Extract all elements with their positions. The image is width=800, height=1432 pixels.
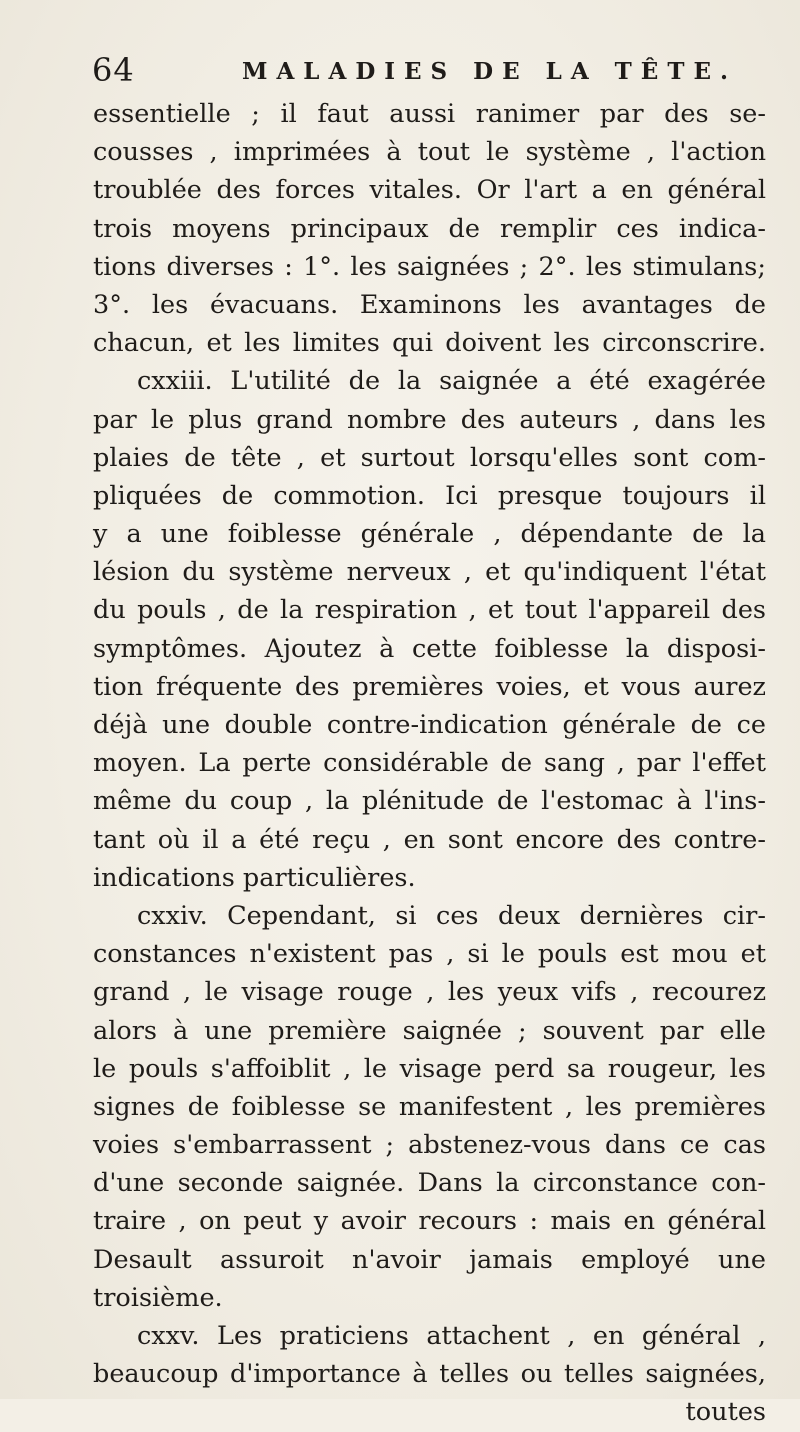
text-line: Desault assuroit n'avoir jamais employé une xyxy=(93,1244,766,1275)
text-line: d'une seconde saignée. Dans la circonstance con- xyxy=(93,1168,766,1199)
page-number: 64 xyxy=(92,51,135,89)
text-line: 3°. les évacuans. Examinons les avantages de xyxy=(93,289,766,320)
text-line: par le plus grand nombre des auteurs , dans les xyxy=(93,404,766,435)
text-line: traire , on peut y avoir recours : mais en général xyxy=(93,1206,766,1237)
text-line: troublée des forces vitales. Or l'art a en général xyxy=(93,175,766,206)
text-line: cxxv. Les praticiens attachent , en général , xyxy=(137,1321,766,1351)
text-line: signes de foiblesse se manifestent , les premières xyxy=(93,1091,766,1122)
text-line: toutes xyxy=(685,1397,766,1428)
body-text xyxy=(93,95,766,1432)
text-line: déjà une double contre-indication générale de ce xyxy=(93,710,766,740)
text-line: tion fréquente des premières voies, et vous aurez xyxy=(93,671,766,702)
text-line: du pouls , de la respiration , et tout l'appareil des xyxy=(93,595,766,626)
text-line: y a une foiblesse générale , dépendante de la xyxy=(93,519,766,550)
text-line: cousses , imprimées à tout le système , l'action xyxy=(93,137,766,168)
text-line: cxxiii. L'utilité de la saignée a été exagérée xyxy=(137,366,766,397)
text-line: symptômes. Ajoutez à cette foiblesse la disposi- xyxy=(93,633,766,664)
text-line: lésion du système nerveux , et qu'indiquent l'état xyxy=(93,557,766,588)
text-line: essentielle ; il faut aussi ranimer par des se- xyxy=(93,99,766,129)
text-line: constances n'existent pas , si le pouls est mou et xyxy=(93,939,766,970)
text-line: même du coup , la plénitude de l'estomac à l'ins- xyxy=(93,786,766,817)
text-line: cxxiv. Cependant, si ces deux dernières cir- xyxy=(137,900,766,931)
text-line: moyen. La perte considérable de sang , par l'effet xyxy=(93,748,766,779)
text-line: le pouls s'affoiblit , le visage perd sa rougeur, les xyxy=(93,1053,766,1084)
text-line: pliquées de commotion. Ici presque toujours il xyxy=(93,480,766,511)
text-line: beaucoup d'importance à telles ou telles saignées, xyxy=(93,1359,766,1390)
text-line: alors à une première saignée ; souvent par elle xyxy=(93,1015,766,1046)
text-line: grand , le visage rouge , les yeux vifs , recourez xyxy=(93,977,766,1008)
running-title: MALADIES DE LA TÊTE. xyxy=(242,58,737,85)
text-line: trois moyens principaux de remplir ces indica- xyxy=(93,213,766,244)
text-line: tant où il a été reçu , en sont encore des contre- xyxy=(93,824,766,855)
running-header xyxy=(92,48,752,92)
text-line: indications particulières. xyxy=(93,862,416,893)
text-line: voies s'embarrassent ; abstenez-vous dans ce cas xyxy=(93,1130,766,1161)
text-line: chacun, et les limites qui doivent les circonscrire. xyxy=(93,328,766,359)
text-line: tions diverses : 1°. les saignées ; 2°. les stimulans; xyxy=(93,251,766,282)
text-line: troisième. xyxy=(93,1282,223,1313)
text-line: plaies de tête , et surtout lorsqu'elles sont com- xyxy=(93,442,766,473)
